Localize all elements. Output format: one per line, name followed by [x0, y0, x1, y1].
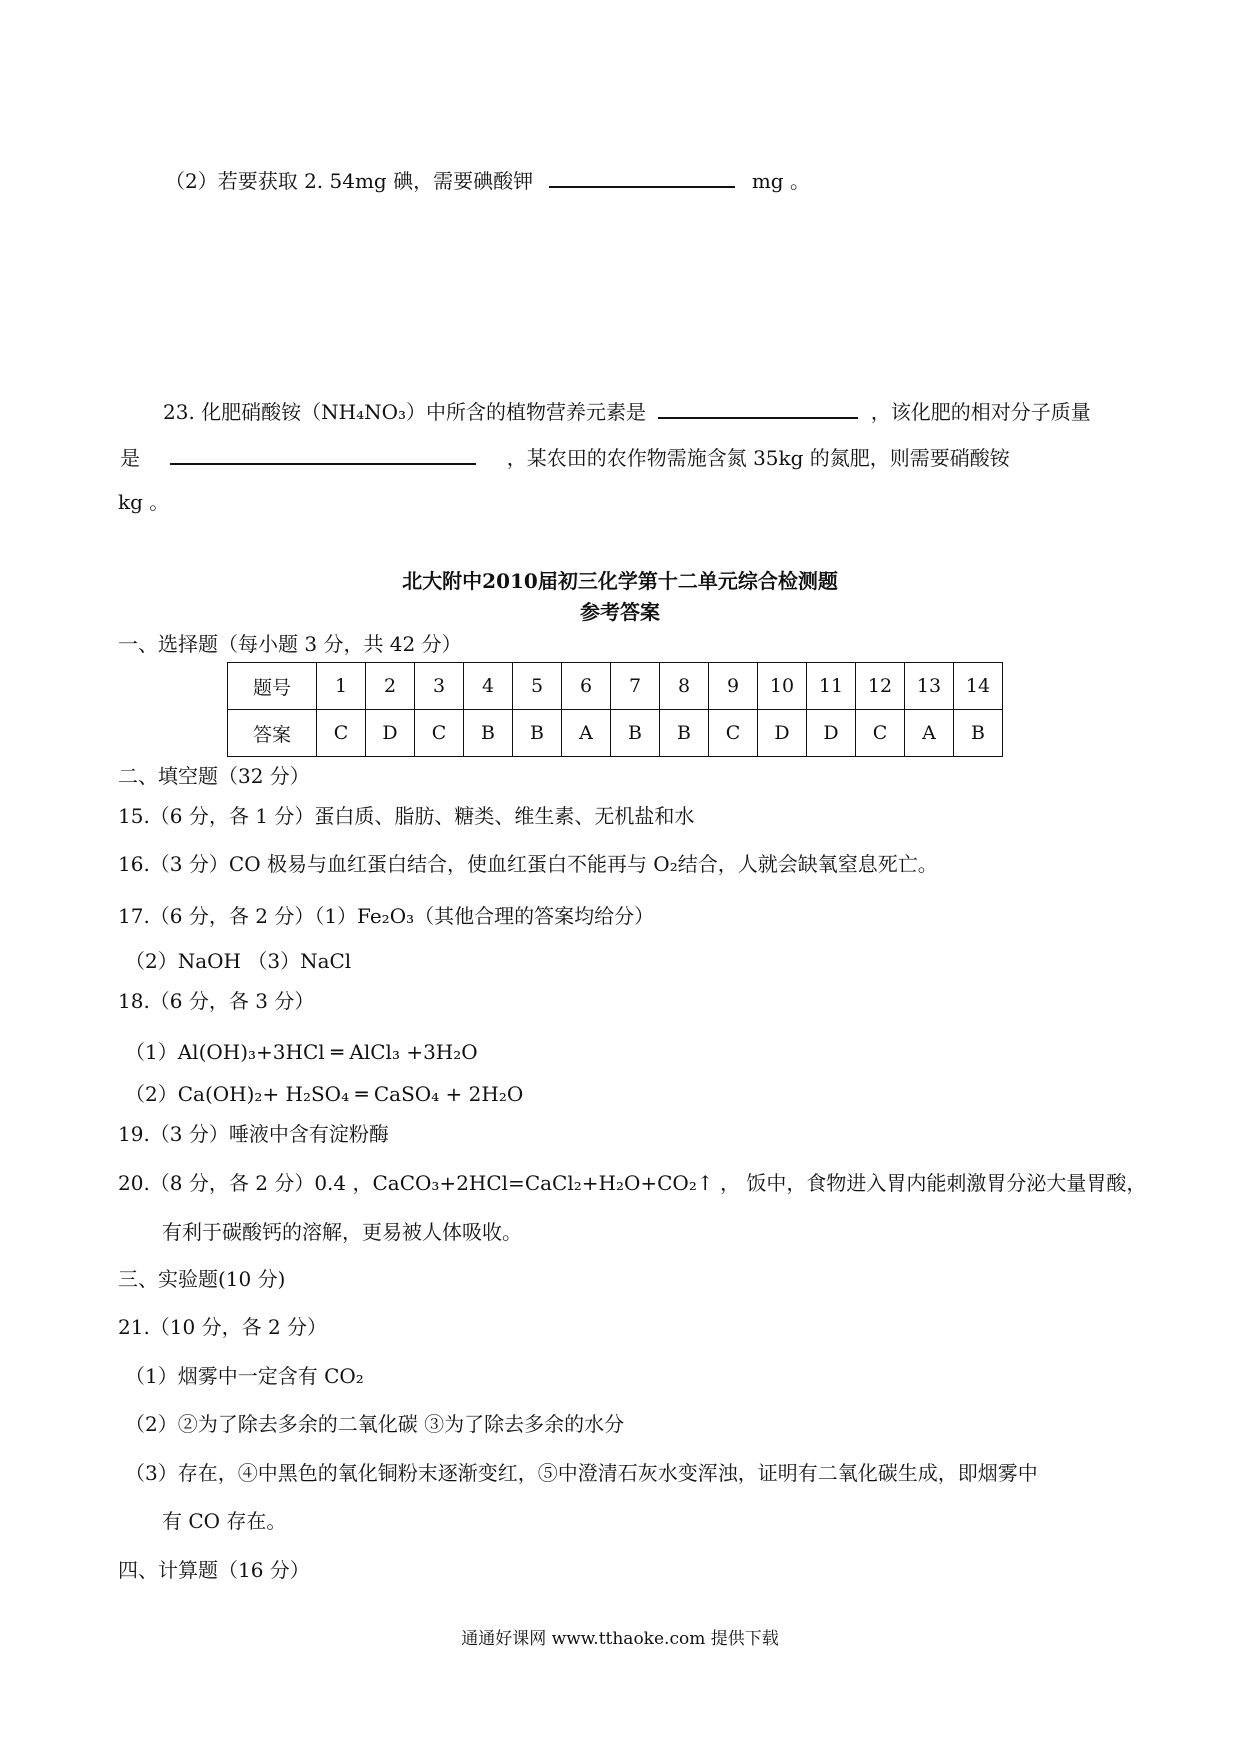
answer-title: 北大附中2010届初三化学第十二单元综合检测题 — [402, 569, 838, 593]
table-cell: C — [317, 710, 366, 757]
footer-credit: 通通好课网 www.tthaoke.com 提供下载 — [461, 1629, 779, 1649]
table-cell: B — [464, 710, 513, 757]
table-cell: B — [513, 710, 562, 757]
answer-21-line3: （3）存在，④中黑色的氧化铜粉末逐渐变红，⑤中澄清石灰水变浑浊，证明有二氧化碳生成，即烟雾中 — [125, 1461, 1038, 1485]
table-cell: 3 — [415, 663, 464, 710]
q22-part2 — [165, 164, 810, 196]
answer-16: 16.（3 分）CO 极易与血红蛋白结合，使血红蛋白不能再与 O₂结合，人就会缺氧窒息死亡。 — [118, 852, 938, 876]
table-cell: C — [856, 710, 905, 757]
answer-18-line2: （2）Ca(OH)₂+ H₂SO₄ ═ CaSO₄ + 2H₂O — [125, 1082, 524, 1106]
answer-17-line2: （2）NaOH （3）NaCl — [125, 949, 352, 973]
answer-21-line4: 有 CO 存在。 — [162, 1509, 287, 1533]
table-cell: B — [660, 710, 709, 757]
answer-21-line2: （2）②为了除去多余的二氧化碳 ③为了除去多余的水分 — [125, 1412, 625, 1436]
table-cell: 12 — [856, 663, 905, 710]
table-cell: 1 — [317, 663, 366, 710]
table-cell: D — [758, 710, 807, 757]
table-cell: 13 — [905, 663, 954, 710]
row-label: 题号 — [228, 663, 317, 710]
table-row — [228, 710, 1003, 757]
section-4-heading: 四、计算题（16 分） — [118, 1558, 310, 1582]
table-cell: 14 — [954, 663, 1003, 710]
table-cell: D — [807, 710, 856, 757]
answer-19: 19.（3 分）唾液中含有淀粉酶 — [118, 1122, 389, 1146]
table-cell: C — [709, 710, 758, 757]
table-cell: B — [954, 710, 1003, 757]
answer-21: 21.（10 分，各 2 分） — [118, 1315, 328, 1339]
q23-text-1: 23. 化肥硝酸铵（NH₄NO₃）中所含的植物营养元素是 — [163, 400, 647, 424]
answer-20-line2: 有利于碳酸钙的溶解，更易被人体吸收。 — [162, 1220, 522, 1244]
section-1-heading: 一、选择题（每小题 3 分，共 42 分） — [118, 632, 462, 656]
table-cell: 8 — [660, 663, 709, 710]
table-cell: B — [611, 710, 660, 757]
answer-18-line1: （1）Al(OH)₃+3HCl ═ AlCl₃ +3H₂O — [125, 1040, 478, 1064]
q22-part2-text: （2）若要获取 2. 54mg 碘，需要碘酸钾 — [165, 169, 534, 193]
table-cell: 4 — [464, 663, 513, 710]
q23-text-2: ，该化肥的相对分子质量 — [870, 400, 1091, 424]
table-cell: 11 — [807, 663, 856, 710]
q23-line2 — [120, 441, 1010, 473]
q23-text-4: ，某农田的农作物需施含氮 35kg 的氮肥，则需要硝酸铵 — [506, 446, 1010, 470]
table-row — [228, 663, 1003, 710]
answer-blank[interactable] — [658, 395, 858, 419]
table-cell: A — [905, 710, 954, 757]
answer-17-line1: 17.（6 分，各 2 分）（1）Fe₂O₃（其他合理的答案均给分） — [118, 904, 655, 928]
table-cell: 5 — [513, 663, 562, 710]
answer-blank[interactable] — [170, 441, 476, 465]
section-2-heading: 二、填空题（32 分） — [118, 764, 310, 788]
q22-part2-unit: mg 。 — [751, 169, 810, 193]
table-cell: 9 — [709, 663, 758, 710]
table-cell: D — [366, 710, 415, 757]
answer-20-line1: 20.（8 分，各 2 分）0.4 ，CaCO₃+2HCl=CaCl₂+H₂O+CO₂↑ ， 饭中，食物进入胃内能刺激胃分泌大量胃酸， — [118, 1171, 1147, 1195]
table-cell: 7 — [611, 663, 660, 710]
answer-subtitle: 参考答案 — [580, 600, 660, 624]
answer-blank[interactable] — [549, 164, 735, 188]
answer-15: 15.（6 分，各 1 分）蛋白质、脂肪、糖类、维生素、无机盐和水 — [118, 804, 695, 828]
table-cell: 6 — [562, 663, 611, 710]
answer-table — [227, 662, 1003, 757]
table-cell: 10 — [758, 663, 807, 710]
answer-21-line1: （1）烟雾中一定含有 CO₂ — [125, 1364, 364, 1388]
table-cell: 2 — [366, 663, 415, 710]
table-cell: A — [562, 710, 611, 757]
section-3-heading: 三、实验题(10 分) — [118, 1267, 286, 1291]
table-cell: C — [415, 710, 464, 757]
q23-text-3: 是 — [120, 446, 140, 470]
answer-18: 18.（6 分，各 3 分） — [118, 989, 315, 1013]
row-label: 答案 — [228, 710, 317, 757]
q23-line1 — [163, 395, 1091, 427]
q23-line3: kg 。 — [118, 490, 170, 514]
